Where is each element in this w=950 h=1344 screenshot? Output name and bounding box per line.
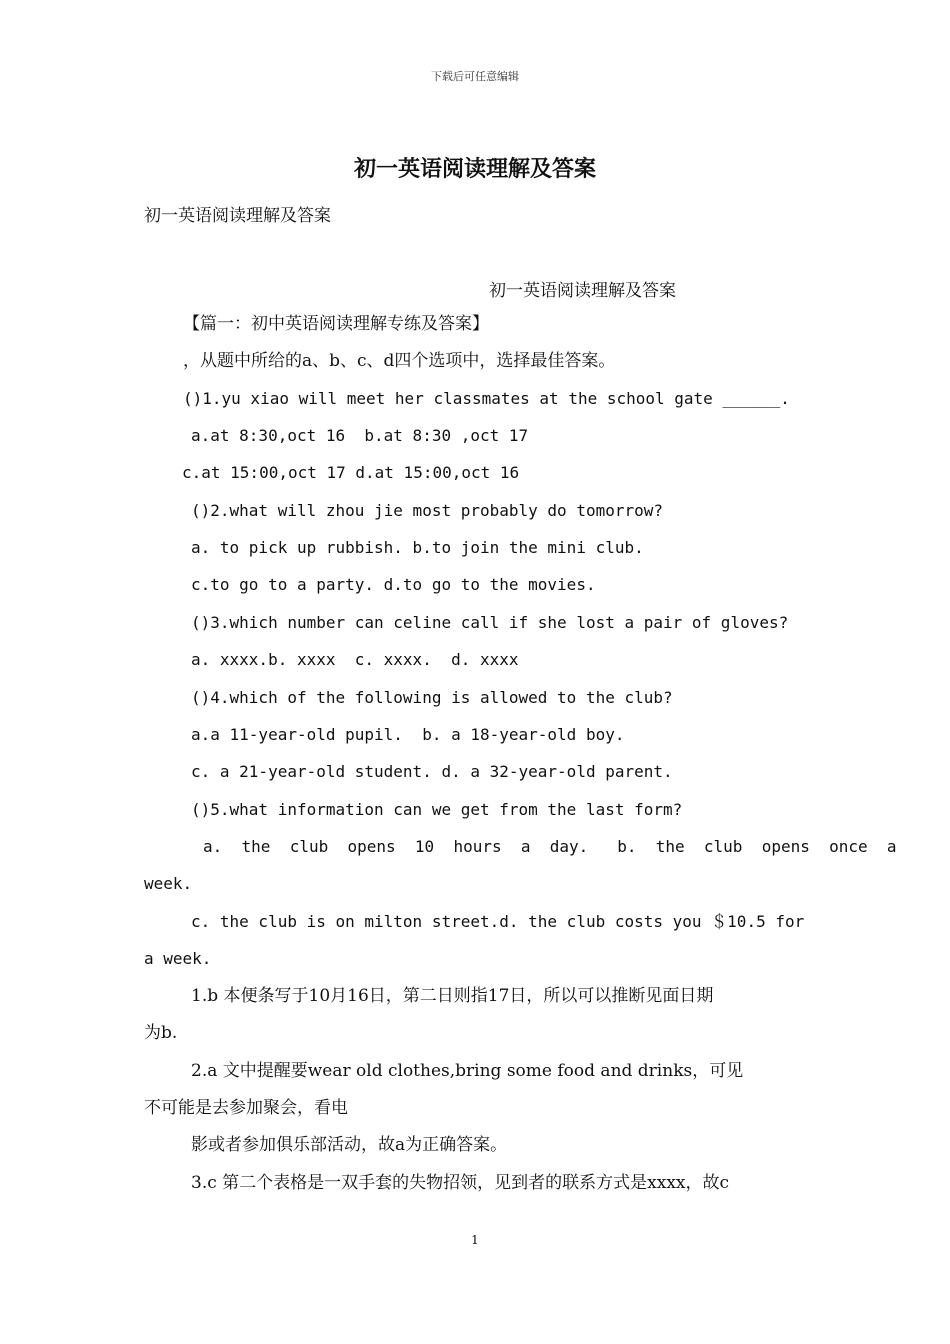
- question-5-options-1: a. the club opens 10 hours a day. b. the club opens once a: [203, 837, 897, 856]
- document-subtitle: 初一英语阅读理解及答案: [144, 206, 331, 226]
- question-1-options-1: a.at 8:30,oct 16 b.at 8:30 ,oct 17: [191, 426, 529, 445]
- question-4: ()4.which of the following is allowed to the club?: [191, 688, 673, 707]
- header-note: 下载后可任意编辑: [431, 70, 519, 83]
- question-1: ()1.yu xiao will meet her classmates at the school gate ______.: [183, 389, 790, 408]
- question-2-options-2: c.to go to a party. d.to go to the movies.: [191, 575, 596, 594]
- centered-heading: 初一英语阅读理解及答案: [489, 281, 676, 301]
- question-5-options-2: week.: [144, 874, 193, 893]
- question-2: ()2.what will zhou jie most probably do tomorrow?: [191, 501, 664, 520]
- question-2-options-1: a. to pick up rubbish. b.to join the mini club.: [191, 538, 644, 557]
- document-title: 初一英语阅读理解及答案: [353, 156, 596, 182]
- answer-line-3: 2.a 文中提醒要wear old clothes,bring some food and drinks，可见: [191, 1061, 744, 1081]
- question-5: ()5.what information can we get from the last form?: [191, 800, 683, 819]
- question-3: ()3.which number can celine call if she lost a pair of gloves?: [191, 613, 789, 632]
- answer-line-6: 3.c 第二个表格是一双手套的失物招领，见到者的联系方式是xxxx，故c: [191, 1173, 730, 1193]
- question-5-options-4: a week.: [144, 949, 212, 968]
- answer-line-5: 影或者参加俱乐部活动，故a为正确答案。: [191, 1135, 508, 1155]
- instruction: ，从题中所给的a、b、c、d四个选项中，选择最佳答案。: [183, 351, 616, 371]
- answer-line-2: 为b.: [144, 1023, 178, 1043]
- question-4-options-1: a.a 11-year-old pupil. b. a 18-year-old boy.: [191, 725, 625, 744]
- question-5-options-3: c. the club is on milton street.d. the club costs you ＄10.5 for: [191, 912, 805, 931]
- answer-line-4: 不可能是去参加聚会，看电: [144, 1098, 348, 1118]
- question-1-options-2: c.at 15:00,oct 17 d.at 15:00,oct 16: [182, 463, 520, 482]
- section-heading: 【篇一：初中英语阅读理解专练及答案】: [183, 314, 489, 334]
- answer-line-1: 1.b 本便条写于10月16日，第二日则指17日，所以可以推断见面日期: [191, 986, 714, 1006]
- question-4-options-2: c. a 21-year-old student. d. a 32-year-old parent.: [191, 762, 673, 781]
- page-number: 1: [471, 1233, 479, 1247]
- question-3-options-1: a. xxxx.b. xxxx c. xxxx. d. xxxx: [191, 650, 519, 669]
